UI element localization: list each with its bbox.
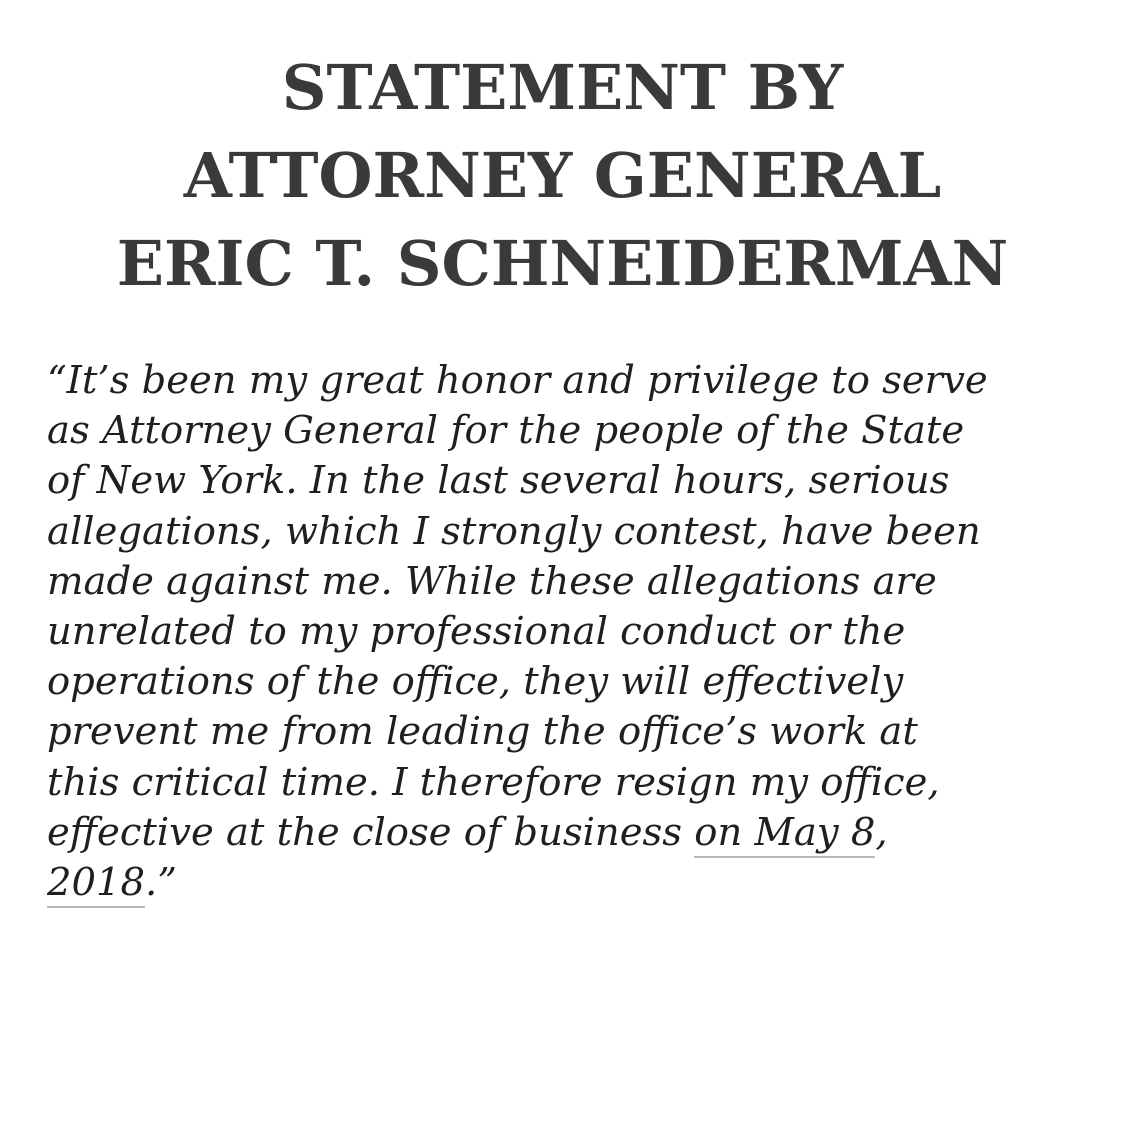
statement-quote [47, 356, 1107, 908]
statement-line-3: of New York. In the last several hours, serious [47, 458, 950, 504]
statement-line-7: operations of the office, they will effectively [47, 659, 904, 705]
statement-line-11 [47, 858, 1107, 908]
statement-line-8: prevent me from leading the office’s work at [47, 709, 918, 755]
statement-line-10-prefix: effective at the close of business [47, 809, 695, 855]
title-line-1: STATEMENT BY [281, 51, 844, 124]
statement-line-9: this critical time. I therefore resign my office, [47, 759, 940, 805]
statement-line-10 [47, 808, 1107, 858]
statement-line-5: made against me. While these allegations are [47, 558, 937, 604]
date-link-part-2[interactable]: 2018 [47, 860, 145, 908]
date-link-part-1[interactable]: on May 8 [694, 810, 875, 858]
statement-line-2: as Attorney General for the people of the State [47, 408, 965, 454]
statement-line-1: “It’s been my great honor and privilege to serve [47, 358, 988, 403]
statement-closing: .” [144, 860, 177, 906]
statement-line-6: unrelated to my professional conduct or the [47, 609, 906, 655]
statement-line-10-suffix: , [875, 809, 888, 855]
page-title [0, 44, 1125, 308]
title-line-3: ERIC T. SCHNEIDERMAN [116, 227, 1009, 300]
title-line-2: ATTORNEY GENERAL [183, 139, 942, 212]
statement-line-4: allegations, which I strongly contest, have been [47, 508, 981, 554]
